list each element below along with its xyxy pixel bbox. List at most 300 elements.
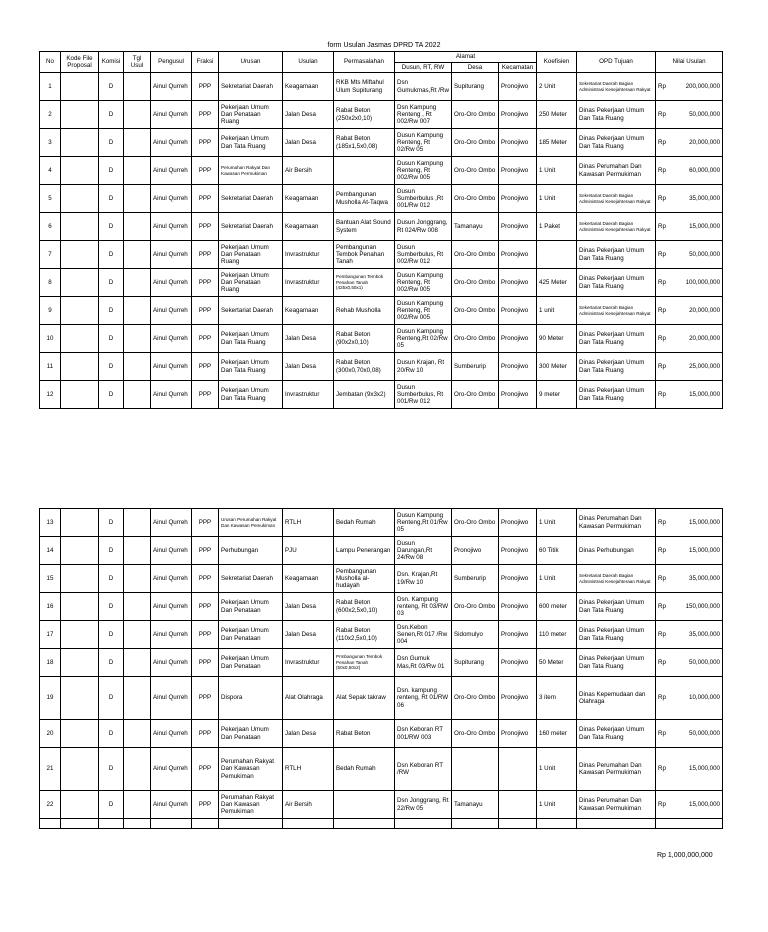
amount-value: 15,000,000 bbox=[689, 222, 721, 230]
cell-opd: Dinas Pekerjaan Umum Dan Tata Ruang bbox=[577, 241, 656, 269]
cell-fraksi: PPP bbox=[192, 720, 219, 748]
cell-kecamatan: Pronojiwo bbox=[499, 537, 537, 565]
cell-usulan: Jalan Desa bbox=[283, 353, 334, 381]
cell-desa: Oro-Oro Ombo bbox=[452, 297, 499, 325]
cell-koefisien: 3 item bbox=[537, 677, 577, 720]
cell-fraksi: PPP bbox=[192, 269, 219, 297]
cell-kode bbox=[61, 621, 99, 649]
cell-tgl bbox=[124, 720, 151, 748]
cell-komisi: D bbox=[99, 353, 124, 381]
blank-row bbox=[40, 819, 723, 829]
usulan-table-page-1 bbox=[39, 51, 723, 409]
cell-desa: Oro-Oro Ombo bbox=[452, 325, 499, 353]
cell-tgl bbox=[124, 565, 151, 593]
cell-tgl bbox=[124, 129, 151, 157]
cell-no: 16 bbox=[40, 593, 61, 621]
cell-koefisien: 90 Meter bbox=[537, 325, 577, 353]
cell-desa: Sumberurip bbox=[452, 565, 499, 593]
currency-label: Rp bbox=[658, 250, 666, 258]
cell-tgl bbox=[124, 101, 151, 129]
amount-value: 20,000,000 bbox=[689, 334, 721, 342]
table-row bbox=[40, 185, 723, 213]
cell-no: 13 bbox=[40, 509, 61, 537]
cell-koefisien: 1 Unit bbox=[537, 185, 577, 213]
cell-usulan: Keagamaan bbox=[283, 73, 334, 101]
cell-dusun: Dsn. Kampung renteng, Rt 03/RW 03 bbox=[395, 593, 452, 621]
cell-dusun: Dusun Jonggrang, Rt 024/Rw 008 bbox=[395, 213, 452, 241]
cell-komisi: D bbox=[99, 73, 124, 101]
cell-komisi: D bbox=[99, 269, 124, 297]
cell-tgl bbox=[124, 593, 151, 621]
table-row bbox=[40, 621, 723, 649]
table-row bbox=[40, 720, 723, 748]
cell-kode bbox=[61, 269, 99, 297]
cell-permasalahan: Pembangunan Musholla al-hudayah bbox=[334, 565, 395, 593]
cell-tgl bbox=[124, 185, 151, 213]
amount-value: 15,000,000 bbox=[689, 800, 720, 808]
cell-pengusul: Ainul Qurreh bbox=[151, 381, 192, 409]
cell-nilai bbox=[656, 720, 723, 748]
cell-urusan: Pekerjaan Umum Dan Tata Ruang bbox=[219, 325, 283, 353]
blank-cell bbox=[219, 819, 283, 829]
cell-pengusul: Ainul Qurreh bbox=[151, 621, 192, 649]
blank-cell bbox=[334, 819, 395, 829]
cell-permasalahan: Rabat Beton (185x1,5x0,08) bbox=[334, 129, 395, 157]
table-row bbox=[40, 325, 723, 353]
cell-usulan: RTLH bbox=[283, 748, 334, 791]
cell-urusan: Pekerjaan Umum Dan Penataan bbox=[219, 720, 283, 748]
cell-urusan: Perhubungan bbox=[219, 537, 283, 565]
cell-pengusul: Ainul Qurreh bbox=[151, 129, 192, 157]
cell-pengusul: Ainul Qurreh bbox=[151, 748, 192, 791]
cell-dusun: Dsn.Kebon Senen,Rt 017 /Rw 004 bbox=[395, 621, 452, 649]
cell-urusan: Pekerjaan Umum Dan Penataan Ruang bbox=[219, 101, 283, 129]
cell-pengusul: Ainul Qurreh bbox=[151, 509, 192, 537]
cell-pengusul: Ainul Qurreh bbox=[151, 720, 192, 748]
cell-fraksi: PPP bbox=[192, 101, 219, 129]
cell-desa: Tamanayu bbox=[452, 213, 499, 241]
amount-value: 50,000,000 bbox=[689, 729, 720, 737]
cell-dusun: Dsn Keboran RT 001/RW 003 bbox=[395, 720, 452, 748]
cell-no: 3 bbox=[40, 129, 61, 157]
cell-tgl bbox=[124, 73, 151, 101]
cell-opd: Dinas Pekerjaan Umum Dan Tata Ruang bbox=[577, 621, 656, 649]
cell-no: 7 bbox=[40, 241, 61, 269]
cell-desa: Oro-Oro Ombo bbox=[452, 381, 499, 409]
cell-urusan: Perumahan Rakyat Dan Kawasan Pemukiman bbox=[219, 748, 283, 791]
cell-no: 14 bbox=[40, 537, 61, 565]
cell-opd: Dinas Pekerjaan Umum Dan Tata Ruang bbox=[577, 720, 656, 748]
cell-fraksi: PPP bbox=[192, 509, 219, 537]
cell-permasalahan: Lampu Penerangan bbox=[334, 537, 395, 565]
blank-cell bbox=[61, 819, 99, 829]
cell-no: 10 bbox=[40, 325, 61, 353]
usulan-table-page-2 bbox=[39, 508, 723, 829]
cell-kecamatan: Pronojiwo bbox=[499, 677, 537, 720]
cell-kode bbox=[61, 720, 99, 748]
cell-komisi: D bbox=[99, 185, 124, 213]
cell-nilai bbox=[656, 157, 723, 185]
cell-no: 20 bbox=[40, 720, 61, 748]
cell-permasalahan: Bantuan Alat Sound System bbox=[334, 213, 395, 241]
header-no: No bbox=[40, 52, 61, 73]
table-row bbox=[40, 677, 723, 720]
cell-permasalahan: Pembangunan Tembok Penahan Tanah bbox=[334, 241, 395, 269]
cell-tgl bbox=[124, 297, 151, 325]
cell-opd: Dinas Perumahan Dan Kawasan Permukiman bbox=[577, 748, 656, 791]
cell-komisi: D bbox=[99, 157, 124, 185]
cell-koefisien: 185 Meter bbox=[537, 129, 577, 157]
cell-nilai bbox=[656, 381, 723, 409]
cell-urusan: Pekerjaan Umum Dan Tata Ruang bbox=[219, 353, 283, 381]
cell-dusun: Dusun Kampung Renteng, Rt 002/Rw 005 bbox=[395, 269, 452, 297]
cell-fraksi: PPP bbox=[192, 621, 219, 649]
cell-komisi: D bbox=[99, 213, 124, 241]
cell-usulan: Jalan Desa bbox=[283, 593, 334, 621]
cell-usulan: Invrastruktur bbox=[283, 649, 334, 677]
cell-dusun: Dusun Sumberbulus, Rt 002/Rw 012 bbox=[395, 241, 452, 269]
cell-koefisien: 250 Meter bbox=[537, 101, 577, 129]
cell-koefisien: 1 Unit bbox=[537, 509, 577, 537]
cell-nilai bbox=[656, 213, 723, 241]
cell-nilai bbox=[656, 621, 723, 649]
cell-dusun: Dsn Jonggrang, Rt 22/Rw 05 bbox=[395, 791, 452, 819]
cell-dusun: Dusun Krajan, Rt 20/Rw 10 bbox=[395, 353, 452, 381]
table-row bbox=[40, 381, 723, 409]
cell-kecamatan: Pronojiwo bbox=[499, 325, 537, 353]
cell-kode bbox=[61, 241, 99, 269]
cell-nilai bbox=[656, 593, 723, 621]
cell-nilai bbox=[656, 129, 723, 157]
cell-komisi: D bbox=[99, 129, 124, 157]
cell-komisi: D bbox=[99, 791, 124, 819]
cell-permasalahan: Rehab Musholla bbox=[334, 297, 395, 325]
cell-usulan: Air Bersih bbox=[283, 791, 334, 819]
cell-fraksi: PPP bbox=[192, 241, 219, 269]
cell-kecamatan: Pronojiwo bbox=[499, 213, 537, 241]
cell-dusun: Dsn. kampung renteng, Rt 01/RW 06 bbox=[395, 677, 452, 720]
cell-kode bbox=[61, 129, 99, 157]
cell-fraksi: PPP bbox=[192, 677, 219, 720]
cell-tgl bbox=[124, 213, 151, 241]
cell-opd: Dinas Pekerjaan Umum Dan Tata Ruang bbox=[577, 129, 656, 157]
cell-tgl bbox=[124, 509, 151, 537]
blank-cell bbox=[283, 819, 334, 829]
cell-kecamatan: Pronojiwo bbox=[499, 157, 537, 185]
cell-permasalahan: Jembatan (9x3x2) bbox=[334, 381, 395, 409]
cell-pengusul: Ainul Qurreh bbox=[151, 269, 192, 297]
cell-pengusul: Ainul Qurreh bbox=[151, 101, 192, 129]
cell-kode bbox=[61, 791, 99, 819]
cell-usulan: Jalan Desa bbox=[283, 129, 334, 157]
table-row bbox=[40, 353, 723, 381]
cell-kecamatan: Pronojiwo bbox=[499, 621, 537, 649]
currency-label: Rp bbox=[658, 362, 666, 370]
amount-value: 35,000,000 bbox=[689, 194, 721, 202]
cell-nilai bbox=[656, 565, 723, 593]
cell-permasalahan: Bedah Rumah bbox=[334, 509, 395, 537]
cell-fraksi: PPP bbox=[192, 185, 219, 213]
cell-no: 19 bbox=[40, 677, 61, 720]
cell-urusan: Pekerjaan Umum Dan Penataan bbox=[219, 649, 283, 677]
cell-urusan: Sekertariat Daerah bbox=[219, 297, 283, 325]
header-alamat: Alamat bbox=[395, 52, 537, 63]
cell-nilai bbox=[656, 791, 723, 819]
cell-usulan: Invrastruktur bbox=[283, 241, 334, 269]
cell-komisi: D bbox=[99, 593, 124, 621]
cell-permasalahan: Rabat Beton (600x2,5x0,10) bbox=[334, 593, 395, 621]
header-usulan: Usulan bbox=[283, 52, 334, 73]
header-nilai-usulan: Nilai Usulan bbox=[656, 52, 723, 73]
cell-kode bbox=[61, 297, 99, 325]
cell-nilai bbox=[656, 241, 723, 269]
amount-value: 50,000,000 bbox=[689, 110, 721, 118]
cell-urusan: Sekretariat Daerah bbox=[219, 213, 283, 241]
cell-koefisien: 60 Titik bbox=[537, 537, 577, 565]
cell-usulan: Air Bersih bbox=[283, 157, 334, 185]
cell-komisi: D bbox=[99, 325, 124, 353]
cell-fraksi: PPP bbox=[192, 381, 219, 409]
table-row bbox=[40, 748, 723, 791]
cell-pengusul: Ainul Qurreh bbox=[151, 537, 192, 565]
cell-no: 8 bbox=[40, 269, 61, 297]
cell-dusun: Dusun Sumberbulus, Rt 001/Rw 012 bbox=[395, 381, 452, 409]
blank-cell bbox=[656, 819, 723, 829]
currency-label: Rp bbox=[658, 222, 666, 230]
cell-opd: Dinas Perumahan Dan Kawasan Permukiman bbox=[577, 791, 656, 819]
cell-dusun: Dusun Kampung Renteng, Rt 002/Rw 005 bbox=[395, 297, 452, 325]
cell-nilai bbox=[656, 537, 723, 565]
cell-dusun: Dusun Kampung Renteng,Rt 02/Rw 05 bbox=[395, 325, 452, 353]
table-row bbox=[40, 213, 723, 241]
table-row bbox=[40, 297, 723, 325]
cell-no: 21 bbox=[40, 748, 61, 791]
cell-nilai bbox=[656, 325, 723, 353]
cell-kode bbox=[61, 157, 99, 185]
table-row bbox=[40, 101, 723, 129]
table-row bbox=[40, 157, 723, 185]
cell-dusun: Dsn Gumukmas,Rt /Rw bbox=[395, 73, 452, 101]
grand-total: Rp 1,000,000,000 bbox=[657, 852, 713, 859]
cell-kode bbox=[61, 213, 99, 241]
cell-tgl bbox=[124, 353, 151, 381]
cell-no: 22 bbox=[40, 791, 61, 819]
currency-label: Rp bbox=[658, 110, 666, 118]
cell-permasalahan bbox=[334, 791, 395, 819]
cell-koefisien: 1 Unit bbox=[537, 565, 577, 593]
table-row bbox=[40, 509, 723, 537]
amount-value: 50,000,000 bbox=[689, 658, 720, 666]
header-tgl-usul: Tgl Usul bbox=[124, 52, 151, 73]
cell-permasalahan: Pembangunan Tembok Penahan Tanah (425x0,50x1) bbox=[334, 269, 395, 297]
cell-pengusul: Ainul Qurreh bbox=[151, 297, 192, 325]
form-title: form Usulan Jasmas DPRD TA 2022 bbox=[327, 42, 441, 49]
header-fraksi: Fraksi bbox=[192, 52, 219, 73]
cell-opd: Dinas Perumahan Dan Kawasan Permukiman bbox=[577, 157, 656, 185]
cell-permasalahan: Rabat Beton (110x2,5x0,10) bbox=[334, 621, 395, 649]
cell-kode bbox=[61, 565, 99, 593]
blank-cell bbox=[40, 819, 61, 829]
amount-value: 35,000,000 bbox=[689, 630, 720, 638]
amount-value: 50,000,000 bbox=[689, 250, 721, 258]
cell-opd: Dinas Pekerjaan Umum Dan Tata Ruang bbox=[577, 269, 656, 297]
cell-usulan: Keagamaan bbox=[283, 185, 334, 213]
cell-kode bbox=[61, 537, 99, 565]
cell-fraksi: PPP bbox=[192, 649, 219, 677]
cell-komisi: D bbox=[99, 565, 124, 593]
cell-komisi: D bbox=[99, 677, 124, 720]
cell-no: 17 bbox=[40, 621, 61, 649]
cell-fraksi: PPP bbox=[192, 593, 219, 621]
cell-pengusul: Ainul Qurreh bbox=[151, 185, 192, 213]
amount-value: 60,000,000 bbox=[689, 166, 721, 174]
cell-dusun: Dusun Darungan,Rt 24/Rw 08 bbox=[395, 537, 452, 565]
currency-label: Rp bbox=[658, 194, 666, 202]
table-row bbox=[40, 269, 723, 297]
cell-dusun: Dusun Kampung Renteng, Rt 002/Rw 005 bbox=[395, 157, 452, 185]
cell-opd: Dinas Kepemudaan dan Olahraga bbox=[577, 677, 656, 720]
cell-urusan: Perumahan Rakyat Dan Kawasan Permukiman bbox=[219, 157, 283, 185]
cell-opd: Dinas Perumahan Dan Kawasan Permukiman bbox=[577, 509, 656, 537]
amount-value: 10,000,000 bbox=[689, 694, 720, 702]
cell-opd: Dinas Pekerjaan Umum Dan Tata Ruang bbox=[577, 101, 656, 129]
cell-pengusul: Ainul Qurreh bbox=[151, 325, 192, 353]
cell-desa: Supiturang bbox=[452, 649, 499, 677]
cell-no: 9 bbox=[40, 297, 61, 325]
cell-desa: Oro-Oro Ombo bbox=[452, 269, 499, 297]
cell-fraksi: PPP bbox=[192, 73, 219, 101]
cell-komisi: D bbox=[99, 381, 124, 409]
cell-fraksi: PPP bbox=[192, 297, 219, 325]
cell-dusun: Dsn Gumuk Mas,Rt 03/Rw 01 bbox=[395, 649, 452, 677]
cell-urusan: Sekretariat Daerah bbox=[219, 73, 283, 101]
cell-fraksi: PPP bbox=[192, 565, 219, 593]
cell-nilai bbox=[656, 185, 723, 213]
cell-nilai bbox=[656, 649, 723, 677]
cell-pengusul: Ainul Qurreh bbox=[151, 353, 192, 381]
cell-kode bbox=[61, 381, 99, 409]
cell-kecamatan: Pronojiwo bbox=[499, 565, 537, 593]
cell-urusan: Dispora bbox=[219, 677, 283, 720]
cell-nilai bbox=[656, 509, 723, 537]
cell-usulan: Keagamaan bbox=[283, 213, 334, 241]
cell-opd: Sekertariat Daerah Bagian Administrasi Kesejahteraan Rakyat bbox=[577, 297, 656, 325]
amount-value: 150,000,000 bbox=[685, 602, 720, 610]
cell-permasalahan bbox=[334, 157, 395, 185]
table-row bbox=[40, 129, 723, 157]
cell-urusan: Urusan Perumahan Rakyat Dan Kawasan Pemukiman bbox=[219, 509, 283, 537]
cell-no: 2 bbox=[40, 101, 61, 129]
cell-desa: Oro-Oro Ombo bbox=[452, 677, 499, 720]
cell-dusun: Dsn Keboran RT /RW bbox=[395, 748, 452, 791]
cell-koefisien: 160 meter bbox=[537, 720, 577, 748]
cell-usulan: Keagamaan bbox=[283, 565, 334, 593]
cell-desa: Oro-Oro Ombo bbox=[452, 129, 499, 157]
cell-kecamatan: Pronojiwo bbox=[499, 269, 537, 297]
cell-dusun: Dsn. Krajan,Rt 19/Rw 10 bbox=[395, 565, 452, 593]
cell-kode bbox=[61, 325, 99, 353]
blank-cell bbox=[99, 819, 124, 829]
amount-value: 15,000,000 bbox=[689, 518, 720, 526]
header-pengusul: Pengusul bbox=[151, 52, 192, 73]
cell-usulan: RTLH bbox=[283, 509, 334, 537]
header-opd-tujuan: OPD Tujuan bbox=[577, 52, 656, 73]
cell-koefisien: 600 meter bbox=[537, 593, 577, 621]
cell-kode bbox=[61, 593, 99, 621]
cell-fraksi: PPP bbox=[192, 157, 219, 185]
cell-usulan: Invrastruktur bbox=[283, 381, 334, 409]
amount-value: 35,000,000 bbox=[689, 574, 720, 582]
table-row bbox=[40, 565, 723, 593]
cell-nilai bbox=[656, 101, 723, 129]
cell-koefisien bbox=[537, 241, 577, 269]
cell-koefisien: 9 meter bbox=[537, 381, 577, 409]
cell-fraksi: PPP bbox=[192, 129, 219, 157]
header-permasalahan: Permasalahan bbox=[334, 52, 395, 73]
cell-desa: Oro-Oro Ombo bbox=[452, 593, 499, 621]
cell-kecamatan: Pronojiwo bbox=[499, 353, 537, 381]
cell-no: 5 bbox=[40, 185, 61, 213]
blank-cell bbox=[499, 819, 537, 829]
cell-kode bbox=[61, 353, 99, 381]
amount-value: 100,000,000 bbox=[685, 278, 721, 286]
cell-kecamatan: Pronojiwo bbox=[499, 297, 537, 325]
cell-desa: Oro-Oro Ombo bbox=[452, 157, 499, 185]
cell-usulan: Keagamaan bbox=[283, 297, 334, 325]
header-desa: Desa bbox=[452, 63, 499, 73]
cell-opd: Dinas Pekerjaan Umum Dan Tata Ruang bbox=[577, 325, 656, 353]
cell-komisi: D bbox=[99, 748, 124, 791]
blank-cell bbox=[395, 819, 452, 829]
cell-no: 6 bbox=[40, 213, 61, 241]
cell-urusan: Pekerjaan Umum Dan Penataan Ruang bbox=[219, 241, 283, 269]
cell-pengusul: Ainul Qurreh bbox=[151, 213, 192, 241]
currency-label: Rp bbox=[658, 630, 666, 638]
cell-kecamatan bbox=[499, 748, 537, 791]
cell-kecamatan: Pronojiwo bbox=[499, 593, 537, 621]
cell-tgl bbox=[124, 537, 151, 565]
amount-value: 15,000,000 bbox=[689, 765, 720, 773]
cell-usulan: Jalan Desa bbox=[283, 720, 334, 748]
blank-cell bbox=[192, 819, 219, 829]
cell-usulan: Jalan Desa bbox=[283, 325, 334, 353]
cell-permasalahan: Rabat Beton (90x2x0,10) bbox=[334, 325, 395, 353]
table-row bbox=[40, 241, 723, 269]
table-row bbox=[40, 593, 723, 621]
cell-opd: Dinas Pekerjaan Umum Dan Tata Ruang bbox=[577, 353, 656, 381]
cell-koefisien: 1 Paket bbox=[537, 213, 577, 241]
cell-tgl bbox=[124, 677, 151, 720]
cell-urusan: Pekerjaan Umum Dan Penataan bbox=[219, 593, 283, 621]
currency-label: Rp bbox=[658, 658, 666, 666]
cell-kode bbox=[61, 73, 99, 101]
cell-urusan: Pekerjaan Umum Dan Tata Ruang bbox=[219, 129, 283, 157]
cell-tgl bbox=[124, 748, 151, 791]
cell-urusan: Sekretariat Daerah bbox=[219, 565, 283, 593]
cell-fraksi: PPP bbox=[192, 325, 219, 353]
header-komisi: Komisi bbox=[99, 52, 124, 73]
cell-dusun: Dusun Kampung Renteng,Rt 01/Rw 05 bbox=[395, 509, 452, 537]
currency-label: Rp bbox=[658, 82, 666, 90]
cell-nilai bbox=[656, 353, 723, 381]
cell-permasalahan: Rabat Beton (300x0,70x0,08) bbox=[334, 353, 395, 381]
cell-koefisien: 110 meter bbox=[537, 621, 577, 649]
amount-value: 25,000,000 bbox=[689, 362, 721, 370]
cell-kode bbox=[61, 185, 99, 213]
amount-value: 20,000,000 bbox=[689, 306, 721, 314]
cell-komisi: D bbox=[99, 297, 124, 325]
cell-tgl bbox=[124, 325, 151, 353]
